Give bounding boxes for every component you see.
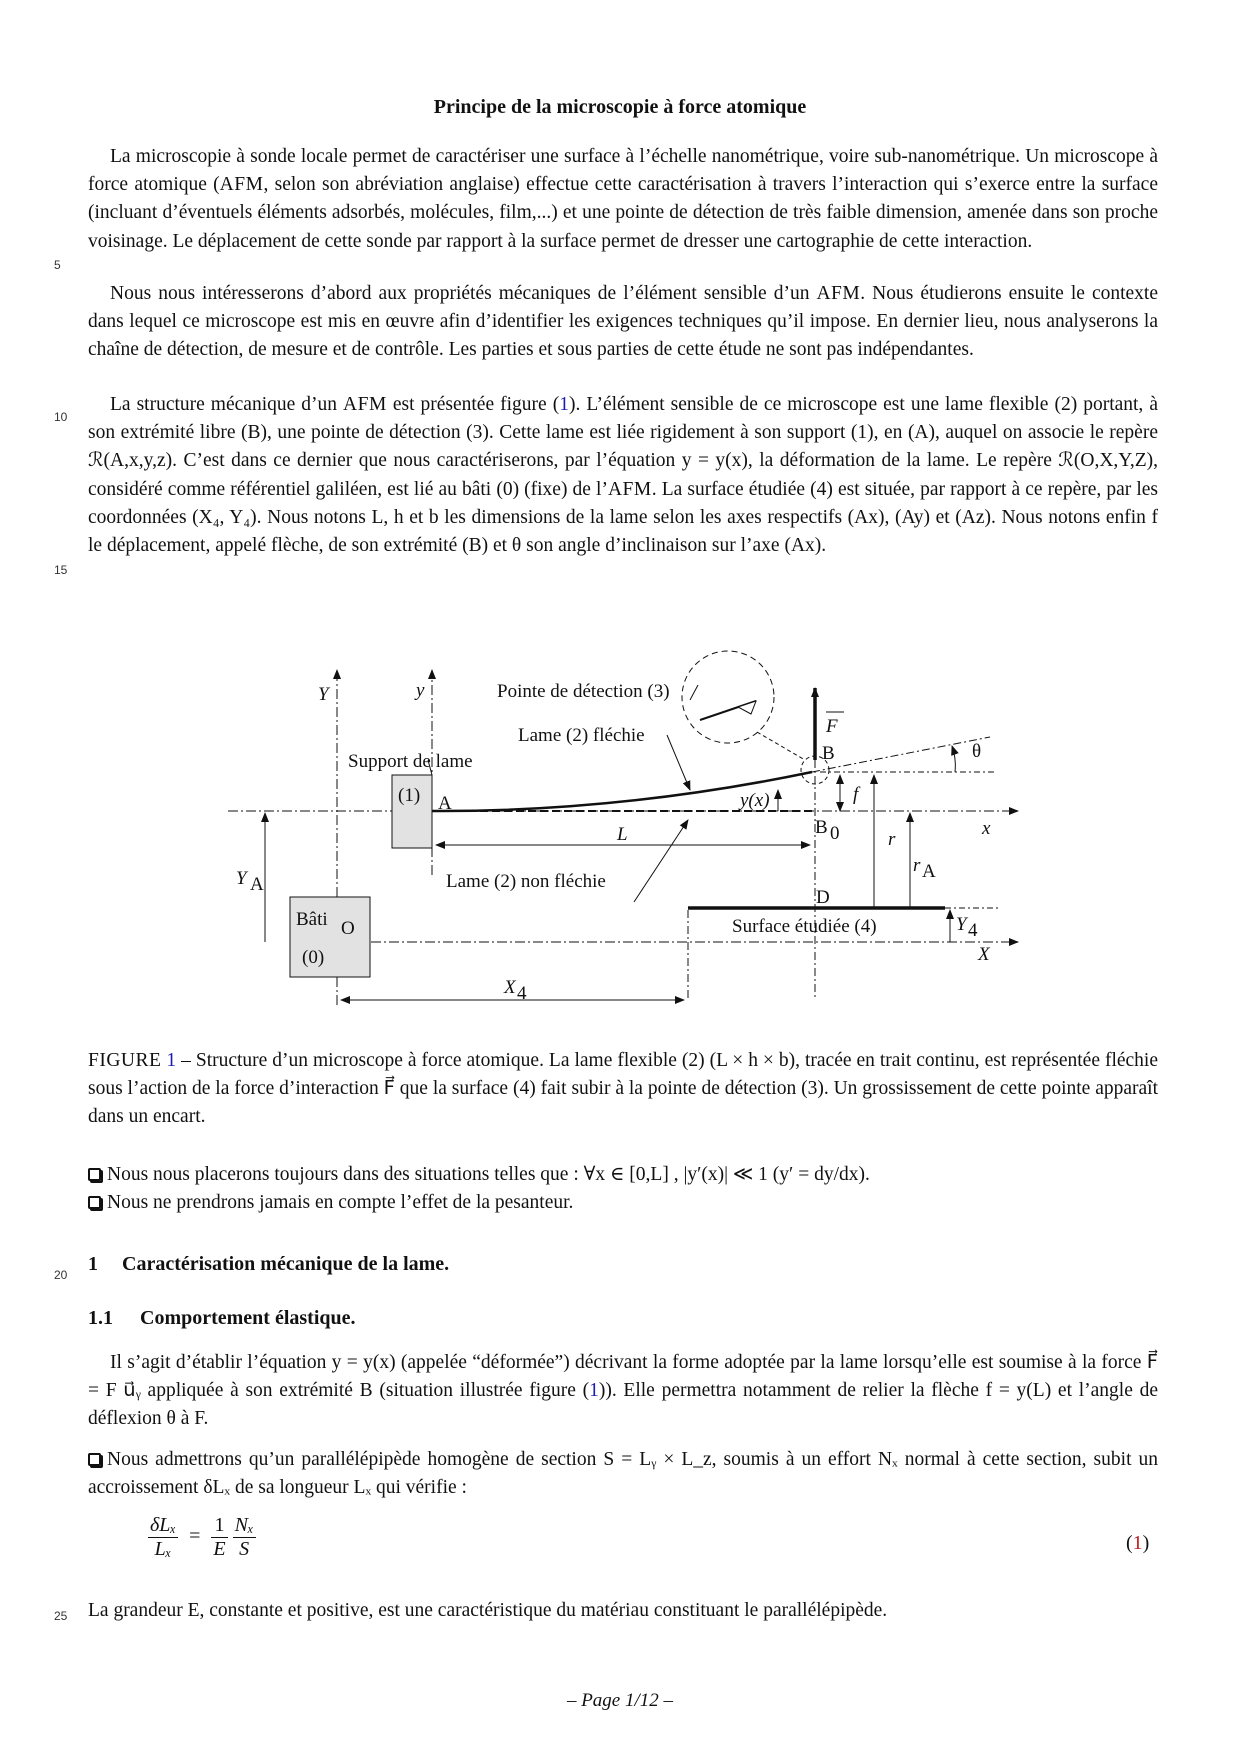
- note-2: Nous ne prendrons jamais en compte l’effet de la pesanteur.: [88, 1189, 1158, 1217]
- fig-label-support-num: (1): [398, 785, 421, 806]
- fig-label-lame-flechie: Lame (2) fléchie: [518, 725, 645, 746]
- fig-label-L: L: [617, 824, 628, 845]
- fig-label-lame-non: Lame (2) non fléchie: [446, 871, 606, 892]
- fig-label-D: D: [816, 887, 830, 908]
- line-number: 10: [54, 410, 68, 424]
- fig-label-pointe: Pointe de détection (3): [497, 681, 670, 702]
- fig-label-B0: B: [815, 817, 828, 838]
- fig-label-F: F: [826, 716, 838, 737]
- note-1: Nous nous placerons toujours dans des situations telles que : ∀x ∈ [0,L] , |y′(x)| ≪ 1 (y′ = dy/dx).: [88, 1161, 1158, 1189]
- section-heading-1: 1 Caractérisation mécanique de la lame.: [88, 1253, 450, 1275]
- fig-label-y: y: [416, 680, 425, 701]
- equation-1: $\frac{\text{δLₓ}}{\text{Lₓ}}$ = $\frac{1}{E}$ $\frac{\text{Nₓ}}{S}$: [150, 1514, 254, 1560]
- fig-label-rA: r: [913, 855, 921, 876]
- fig-label-YA-sub: A: [250, 874, 264, 895]
- fig-label-A: A: [438, 793, 452, 814]
- inset-link: [757, 732, 805, 760]
- fig-label-theta: θ: [972, 741, 982, 762]
- intro-paragraph-2: Nous nous intéresserons d’abord aux propriétés mécaniques de l’élément sensible d’un AFM. Nous étudierons ensuite le contexte dans lequel ce microscope est mis en œuvre afin d’identifier les exigences techniques qu’il impose. En dernier lieu, nous analyserons la chaîne de détection, de mesure et de contrôle. Les parties et sous parties de cette étude ne sont pas indépendantes.: [88, 283, 1158, 361]
- leader-non-flechie: [634, 820, 688, 902]
- fig-label-support: Support de lame: [348, 751, 473, 772]
- inset-circle: [682, 651, 774, 743]
- fig-label-rA-sub: A: [922, 861, 936, 882]
- fig-label-Y4-sub: 4: [968, 920, 978, 941]
- fig-label-Y4: Y: [956, 914, 967, 935]
- fig-label-surface: Surface étudiée (4): [732, 916, 877, 937]
- fig-label-X4: X: [504, 977, 516, 998]
- fig-label-yx: y(x): [740, 790, 770, 811]
- fig-label-Y: Y: [318, 684, 329, 705]
- fig-label-f: f: [853, 784, 859, 805]
- s11-paragraph-3: La grandeur E, constante et positive, est une caractéristique du matériau constituant le parallélépipède.: [88, 1600, 888, 1621]
- intro-paragraph-1: La microscopie à sonde locale permet de caractériser une surface à l’échelle nanométrique, voire sub-nanométrique. Un microscope à force atomique (AFM, selon son abréviation anglaise) effectue cette caractérisation à travers l’interaction qui s’exerce entre la surface (incluant d’éventuels éléments adsorbés, molécules, film,...) et une pointe de détection de très faible dimension, amenée dans son proche voisinage. Le déplacement de cette sonde par rapport à la surface permet de dresser une cartographie de cette interaction.: [88, 146, 1158, 252]
- document-title: Principe de la microscopie à force atomique: [433, 96, 807, 118]
- checkbox-bullet-icon: [88, 1168, 101, 1181]
- tangent-line: [812, 737, 990, 772]
- s11-paragraph-2: Nous admettrons qu’un parallélépipède homogène de section S = Lᵧ × L_z, soumis à un effort Nₓ normal à cette section, subit un accroissement δLₓ de sa longueur Lₓ qui vérifie :: [88, 1449, 1158, 1499]
- fig-label-B: B: [822, 743, 835, 764]
- s11-paragraph-1: Il s’agit d’établir l’équation y = y(x) (appelée “déformée”) décrivant la forme adoptée par la lame lorsqu’elle est soumise à la force F⃗ = F u⃗ᵧ appliquée à son extrémité B (situation illustrée figure (1)). Elle permettra notamment de relier la flèche f = y(L) et l’angle de déflexion θ à F.: [88, 1352, 1159, 1430]
- fig-label-X4-sub: 4: [517, 983, 527, 1004]
- section-heading-1-1: 1.1 Comportement élastique.: [88, 1307, 356, 1329]
- inset-tip: [738, 701, 756, 714]
- leader-flechie: [667, 735, 690, 790]
- leader-pointe: [690, 685, 698, 700]
- theta-arc: [952, 746, 955, 772]
- fig-label-X: X: [978, 944, 990, 965]
- fig-label-bati: Bâti: [296, 909, 328, 930]
- fig-label-YA: Y: [236, 868, 247, 889]
- figure-caption: FIGURE 1 – Structure d’un microscope à force atomique. La lame flexible (2) (L × h × b), tracée en trait continu, est représentée fléchie sous l’action de la force d’interaction F⃗ que la surface (4) fait subir à la pointe de détection (3). Un grossissement de cette pointe apparaît dans un encart.: [88, 1050, 1159, 1128]
- page-footer: – Page 1/12 –: [566, 1690, 674, 1711]
- fig-label-bati-num: (0): [302, 947, 325, 968]
- fig-label-r: r: [888, 829, 896, 850]
- fig-label-O: O: [341, 918, 355, 939]
- intro-paragraph-3: La structure mécanique d’un AFM est présentée figure (1). L’élément sensible de ce microscope est une lame flexible (2) portant, à son extrémité libre (B), une pointe de détection (3). Cette lame est liée rigidement à son support (1), en (A), auquel on associe le repère ℛ(A,x,y,z). C’est dans ce dernier que nous caractériserons, par l’équation y = y(x), la déformation de la lame. Le repère ℛ(O,X,Y,Z), considéré comme référentiel galiléen, est lié au bâti (0) (fixe) de l’AFM. La surface étudiée (4) est située, par rapport à ce repère, par les coordonnées (X₄, Y₄). Nous notons L, h et b les dimensions de la lame selon les axes respectifs (Ax), (Ay) et (Az). Nous notons enfin f le déplacement, appelé flèche, de son extrémité (B) et θ son angle d’inclinaison sur l’axe (Ax).: [88, 394, 1158, 557]
- equation-number: (1): [1126, 1532, 1150, 1554]
- line-number: 25: [54, 1609, 68, 1623]
- checkbox-bullet-icon: [88, 1196, 101, 1209]
- fig-label-x: x: [982, 818, 991, 839]
- checkbox-bullet-icon: [88, 1453, 101, 1466]
- line-number: 20: [54, 1268, 68, 1282]
- fig-label-B0-sub: 0: [830, 823, 840, 844]
- line-number: 5: [54, 258, 61, 272]
- line-number: 15: [54, 563, 68, 577]
